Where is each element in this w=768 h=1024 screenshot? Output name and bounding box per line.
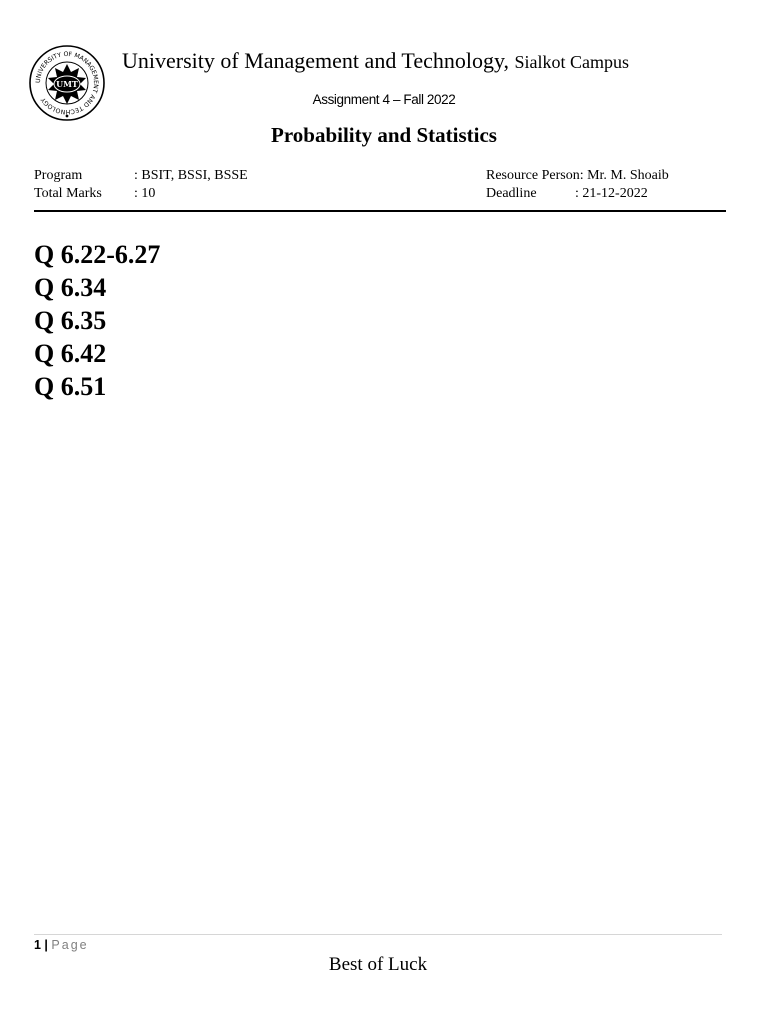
marks-label: Total Marks [34, 186, 102, 201]
program-label: Program [34, 168, 83, 183]
page-number [34, 938, 89, 952]
question-list [34, 238, 160, 403]
resource-row [486, 167, 669, 185]
campus-name: Sialkot Campus [514, 52, 630, 72]
page-separator: | [40, 938, 52, 952]
page-word: Page [51, 938, 89, 952]
deadline-label: Deadline [486, 186, 537, 201]
university-name [122, 46, 629, 77]
course-title: Probability and Statistics [271, 123, 497, 147]
marks-row [34, 185, 248, 203]
question-item: Q 6.42 [34, 339, 107, 368]
page-number-value: 1 [34, 938, 41, 952]
resource-value: Mr. M. Shoaib [587, 168, 669, 183]
university-title: University of Management and Technology, [122, 48, 510, 73]
resource-info [486, 167, 669, 203]
umt-seal-icon [28, 44, 106, 122]
program-value: : BSIT, BSSI, BSSE [134, 168, 248, 183]
question-item: Q 6.35 [34, 306, 107, 335]
program-row [34, 167, 248, 185]
header-divider [34, 210, 726, 212]
deadline-row [486, 185, 669, 203]
logo-text: UMT [56, 79, 78, 89]
program-info [34, 167, 248, 203]
logo-ring-text: UNIVERSITY OF MANAGEMENT AND TECHNOLOGY [34, 50, 100, 116]
footer-divider [34, 934, 722, 935]
question-item: Q 6.51 [34, 372, 107, 401]
marks-value: : 10 [134, 186, 156, 201]
resource-label: Resource Person: [486, 168, 584, 183]
question-item: Q 6.34 [34, 273, 107, 302]
deadline-value: : 21-12-2022 [575, 186, 648, 201]
assignment-title: Assignment 4 – Fall 2022 [312, 92, 456, 107]
closing-text: Best of Luck [328, 954, 428, 975]
question-item: Q 6.22-6.27 [34, 240, 161, 269]
